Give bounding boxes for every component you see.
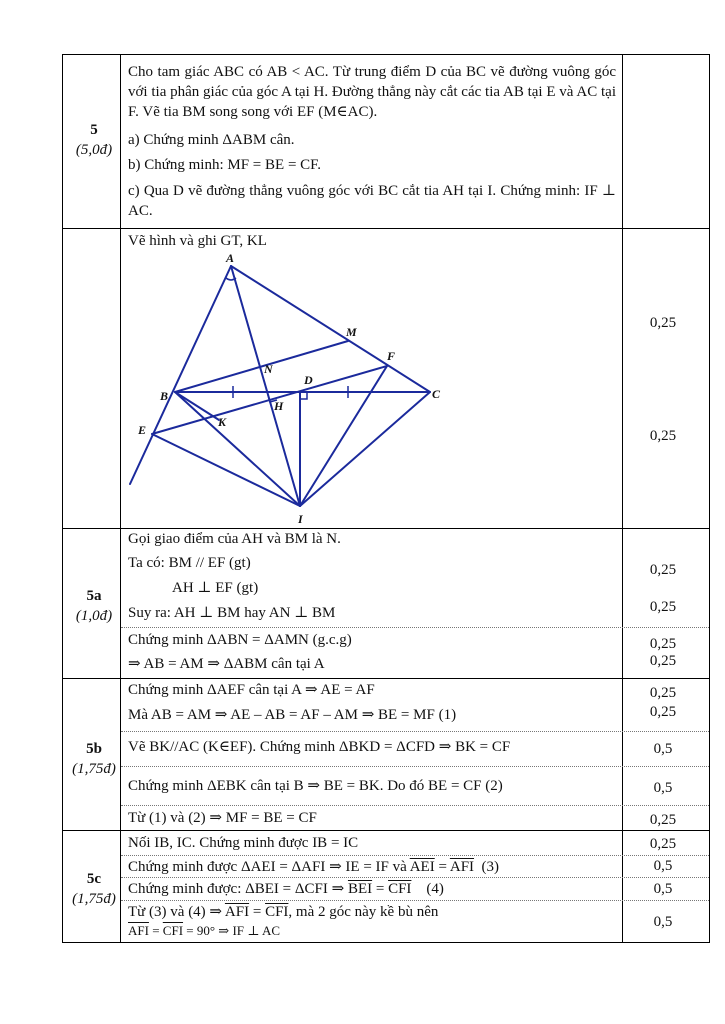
line-ray-AE	[130, 266, 231, 484]
dotted-separator	[121, 627, 709, 628]
part-c-line-2	[128, 857, 499, 877]
problem-label	[64, 120, 124, 160]
angle-afi: $\overline{AFI}$	[128, 923, 149, 938]
part-c-score: 0,5	[653, 914, 673, 930]
part-c-line-5	[128, 922, 280, 940]
geometry-figure	[120, 248, 450, 528]
label-A: A	[226, 251, 235, 265]
part-b-line: Vẽ BK//AC (K∈EF). Chứng minh ΔBKD = ΔCFD ⇒ BK = CF	[128, 739, 511, 755]
angle-cfi: $\overline{CFI}$	[162, 923, 184, 938]
label-M: M	[346, 325, 357, 339]
part-a-score: 0,25	[649, 636, 677, 652]
part-c-score: 0,25	[649, 836, 677, 852]
label-I: I	[298, 512, 303, 526]
part-c-line-4-text: Từ (3) và (4) ⇒	[128, 904, 225, 920]
part-c-score: 0,5	[653, 881, 673, 897]
dotted-separator	[121, 805, 709, 806]
part-c-line-2-text: Chứng minh được ΔAEI = ΔAFI ⇒ IE = IF và	[128, 859, 410, 875]
part-a-line: Suy ra: AH ⊥ BM hay AN ⊥ BM	[128, 605, 336, 621]
figure-score-1: 0,25	[649, 315, 677, 331]
part-c-label	[64, 869, 124, 909]
row-divider	[62, 678, 710, 679]
part-b-line: Chứng minh ΔAEF cân tại A ⇒ AE = AF	[128, 682, 375, 698]
angle-aei: $\overline{AEI}$	[409, 859, 435, 875]
line-BK	[175, 392, 219, 420]
part-a-line: AH ⊥ EF (gt)	[172, 580, 259, 596]
angle-afi: $\overline{AFI}$	[224, 904, 250, 920]
row-divider	[62, 830, 710, 831]
part-a-label	[64, 586, 124, 626]
part-c-line-4-end: , mà 2 góc này kề bù nên	[288, 904, 439, 920]
table-border-right	[709, 54, 710, 943]
table-border-top	[62, 54, 710, 55]
figure-heading: Vẽ hình và ghi GT, KL	[128, 233, 267, 249]
part-b-line: Từ (1) và (2) ⇒ MF = BE = CF	[128, 810, 317, 826]
part-b-score: 0,5	[653, 741, 673, 757]
equals-sign: =	[249, 904, 266, 920]
label-H: H	[274, 399, 284, 413]
table-border-left	[62, 54, 63, 943]
part-b-score: 0,25	[649, 812, 677, 828]
equals-sign: =	[434, 859, 450, 875]
problem-part-a: a) Chứng minh ΔABM cân.	[128, 132, 295, 148]
table-border-bottom	[62, 942, 710, 943]
angle-mark-A	[226, 278, 236, 280]
part-b-points: (1,75đ)	[72, 761, 116, 777]
part-c-line-1: Nối IB, IC. Chứng minh được IB = IC	[128, 835, 359, 851]
row-divider	[62, 228, 710, 229]
part-a-line: Ta có: BM // EF (gt)	[128, 555, 251, 571]
part-b-label	[64, 739, 124, 779]
part-c-points: (1,75đ)	[72, 891, 116, 907]
angle-bei: $\overline{BEI}$	[347, 881, 373, 897]
ref-3: (3)	[481, 859, 500, 875]
label-B: B	[160, 389, 169, 403]
part-b-line: Mà AB = AM ⇒ AE – AB = AF – AM ⇒ BE = MF (1)	[128, 707, 457, 723]
part-a-score: 0,25	[649, 599, 677, 615]
part-a-score: 0,25	[649, 562, 677, 578]
part-a-points: (1,0đ)	[75, 608, 113, 624]
line-CI	[300, 392, 430, 506]
part-c-number: 5c	[86, 871, 102, 887]
dotted-separator	[121, 731, 709, 732]
problem-points: (5,0đ)	[75, 142, 113, 158]
part-b-score: 0,5	[653, 780, 673, 796]
dotted-separator	[121, 900, 709, 901]
problem-part-c: c) Qua D vẽ đường thẳng vuông góc với BC cắt tia AH tại I. Chứng minh: IF ⊥ AC.	[128, 183, 616, 219]
dotted-separator	[121, 766, 709, 767]
label-C: C	[432, 387, 441, 401]
label-F: F	[387, 349, 396, 363]
angle-afi: $\overline{AFI}$	[449, 859, 475, 875]
part-a-number: 5a	[86, 588, 102, 604]
angle-cfi: $\overline{CFI}$	[265, 904, 289, 920]
part-c-line-3-text: Chứng minh được: ΔBEI = ΔCFI ⇒	[128, 881, 348, 897]
label-K: K	[218, 415, 227, 429]
part-b-line: Chứng minh ΔEBK cân tại B ⇒ BE = BK. Do đó BE = CF (2)	[128, 778, 503, 794]
equals-sign: =	[372, 881, 389, 897]
part-b-score: 0,25	[649, 704, 677, 720]
part-b-score: 0,25	[649, 685, 677, 701]
problem-number: 5	[90, 122, 98, 138]
line-EI	[152, 434, 300, 506]
part-c-line-3	[128, 879, 444, 899]
label-D: D	[304, 373, 313, 387]
ref-4: (4)	[426, 881, 444, 897]
dotted-separator	[121, 877, 709, 878]
figure-score-2: 0,25	[649, 428, 677, 444]
part-a-line: ⇒ AB = AM ⇒ ΔABM cân tại A	[128, 656, 325, 672]
label-E: E	[138, 423, 147, 437]
part-a-line: Chứng minh ΔABN = ΔAMN (g.c.g)	[128, 632, 352, 648]
part-c-score: 0,5	[653, 858, 673, 874]
right-angle-D	[300, 392, 307, 399]
part-a-score: 0,25	[649, 653, 677, 669]
part-a-line: Gọi giao điểm của AH và BM là N.	[128, 531, 341, 547]
problem-part-b: b) Chứng minh: MF = BE = CF.	[128, 157, 322, 173]
angle-cfi: $\overline{CFI}$	[388, 881, 412, 897]
equals-sign: =	[148, 923, 163, 938]
part-c-line-5-end: = 90° ⇒ IF ⊥ AC	[183, 923, 281, 938]
part-b-number: 5b	[86, 741, 102, 757]
part-c-line-4	[128, 902, 438, 922]
label-N: N	[264, 362, 273, 376]
problem-statement: Cho tam giác ABC có AB < AC. Từ trung điểm D của BC vẽ đường vuông góc với tia phân giác của góc A tại H. Đường thẳng này cắt các tia AB tại E và AC tại F. Vẽ tia BM song song với EF (M∈AC).	[128, 64, 616, 120]
